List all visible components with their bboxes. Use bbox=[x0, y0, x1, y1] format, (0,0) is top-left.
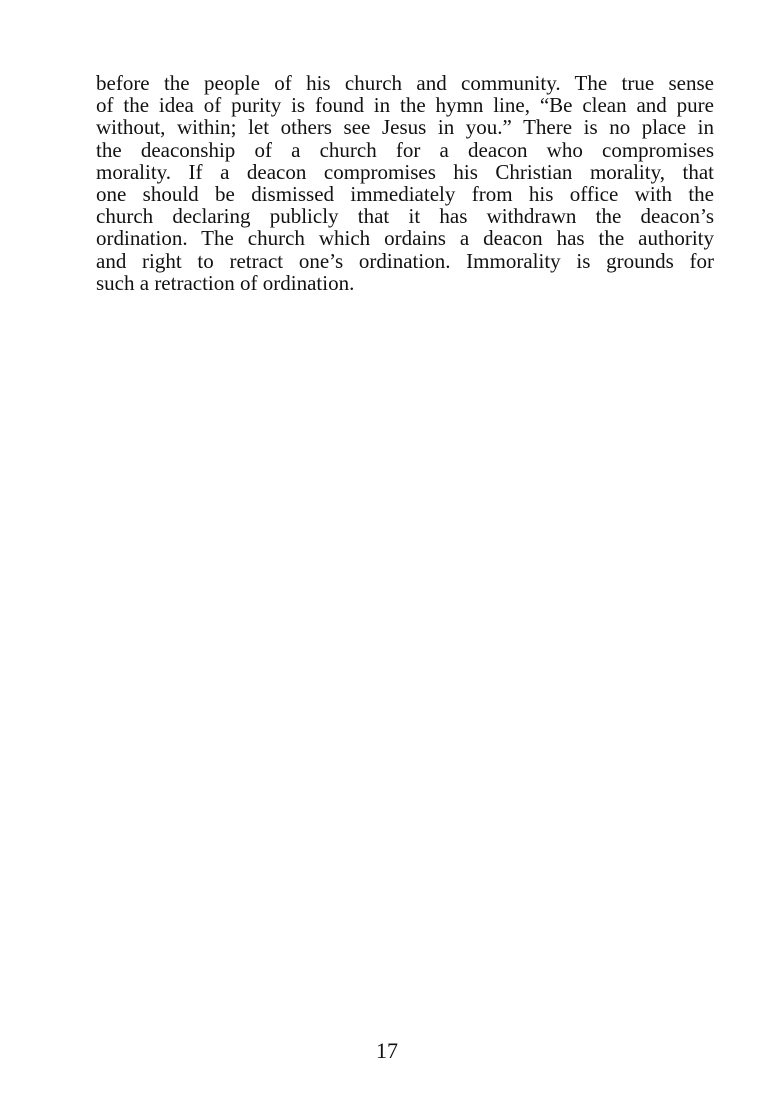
paragraph-line: church declaring publicly that it has withdrawn the deacon’s bbox=[96, 204, 714, 229]
paragraph-line: ordination. The church which ordains a deacon has the authority bbox=[96, 226, 714, 251]
paragraph-line: morality. If a deacon compromises his Christian morality, that bbox=[96, 159, 714, 184]
paragraph-line: such a retraction of ordination. bbox=[96, 270, 355, 295]
paragraph-line: before the people of his church and community. The true sense bbox=[96, 71, 714, 95]
paragraph-line: without, within; let others see Jesus in you.” There is no place in bbox=[96, 115, 714, 140]
paragraph-line: one should be dismissed immediately from his office with the bbox=[96, 182, 714, 207]
page-number: 17 bbox=[376, 1038, 398, 1063]
paragraph-line: of the idea of purity is found in the hymn line, “Be clean and pure bbox=[96, 93, 714, 118]
paragraph-line: and right to retract one’s ordination. Immorality is grounds for bbox=[96, 248, 714, 273]
paragraph-line: the deaconship of a church for a deacon who compromises bbox=[96, 137, 714, 162]
body-paragraph bbox=[96, 72, 714, 294]
